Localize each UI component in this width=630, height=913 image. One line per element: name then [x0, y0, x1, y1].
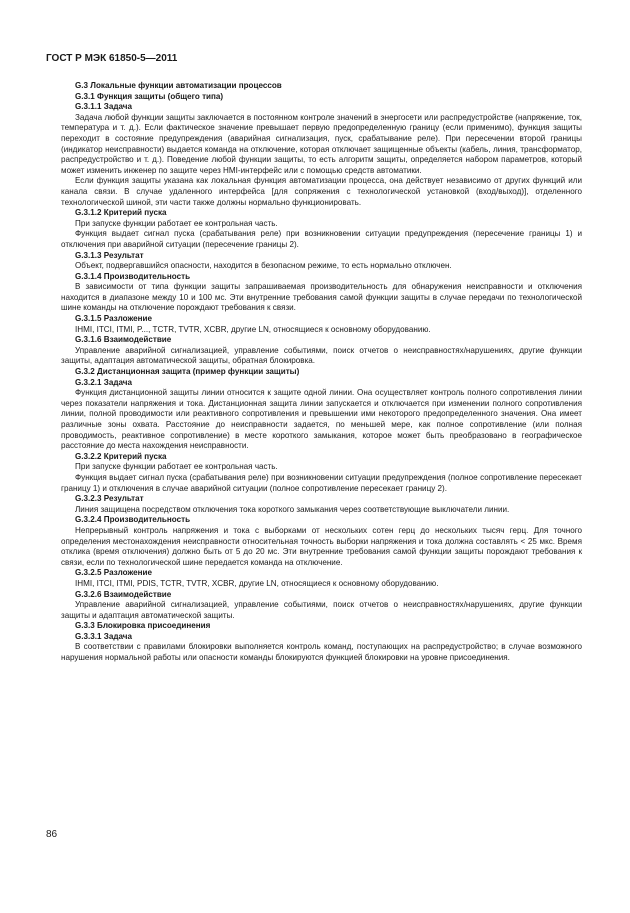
document-body [61, 81, 582, 664]
section-heading: G.3 Локальные функции автоматизации процессов [75, 81, 282, 90]
page-number: 86 [46, 829, 58, 840]
paragraph: При запуске функции работает ее контрольная часть. [75, 462, 278, 472]
paragraph: Если функция защиты указана как локальная функция автоматизации процесса, она действует независимо от других функций или канала связи. В случае удаленного интерфейса [для сопряжения с технологической установкой (вход/выход)], отделенного технологической шиной, эти части также должны нормально функционировать. [61, 176, 582, 207]
paragraph: Функция дистанционной защиты линии относится к защите одной линии. Она осуществляет контроль полного сопротивления линии через показатели напряжения и тока. Дистанционная защита линии запускается и отключается при изменении полного сопротивления линии, полной проводимости или реактивного сопротивления и превышении ими некоторого предопределенного значения. Она имеет различные зоны охвата. Расстояние до неисправности задается, по меньшей мере, как полное сопротивление (или полная проводимость, реактивное сопротивление) в месте короткого замыкания, которое может быть преобразовано в географическое расстояние до места нахождения неисправности. [61, 388, 582, 451]
paragraph: При запуске функции работает ее контрольная часть. [75, 218, 278, 228]
paragraph: Функция выдает сигнал пуска (срабатывания реле) при возникновении ситуации предупреждения (пересечение границы 1) и отключения при аварийной ситуации (пересечение границы 2). [61, 229, 582, 249]
paragraph: IHMI, ITCI, ITMI, PDIS, TCTR, TVTR, XCBR, другие LN, относящиеся к основному оборудованию. [75, 578, 439, 588]
document-header: ГОСТ Р МЭК 61850-5—2011 [46, 53, 178, 64]
section-heading: G.3.2.2 Критерий пуска [75, 451, 167, 461]
section-heading: G.3.3 Блокировка присоединения [75, 621, 211, 631]
paragraph: Непрерывный контроль напряжения и тока с выборками от нескольких сотен герц до нескольких тысяч герц. Для точного определения местонахождения неисправности относительная точность выборки напряжения и тока должна составлять < 25 мкс. Время отклика (время отключения) должно быть от 5 до 20 мс. Эти внутренние требования самой функции защиты порождают требования к связи, если по технологической шине передается команда на отключение. [61, 525, 582, 567]
section-heading: G.3.2.4 Производительность [75, 515, 191, 525]
section-heading: G.3.2.5 Разложение [75, 568, 152, 578]
section-heading: G.3.2.1 Задача [75, 377, 133, 387]
paragraph: Управление аварийной сигнализацией, управление событиями, поиск отчетов о неисправностях/нарушениях, другие функции защиты, адаптация автоматической защиты, обратная блокировка. [61, 345, 582, 366]
paragraph: Линия защищена посредством отключения тока короткого замыкания через соответствующие выключатели линии. [75, 504, 510, 514]
paragraph: В соответствии с правилами блокировки выполняется контроль команд, поступающих на распредустройство; в случае возможного нарушения нормальной работы или опасности команды блокируются функцией блокировки на уровне присоединения. [61, 642, 582, 663]
paragraph: В зависимости от типа функции защиты запрашиваемая производительность для обнаружения неисправности и отключения находится в диапазоне между 10 и 100 мс. Эти внутренние требования самой функции защиты в случае передачи по технологической шине команды на отключение порождают требования к связи. [61, 282, 582, 313]
section-heading: G.3.1.2 Критерий пуска [75, 208, 167, 218]
section-heading: G.3.2.3 Результат [75, 494, 144, 504]
section-heading: G.3.3.1 Задача [75, 631, 133, 641]
section-heading: G.3.2 Дистанционная защита (пример функции защиты) [75, 367, 300, 377]
section-heading: G.3.1.5 Разложение [75, 314, 152, 324]
section-heading: G.3.1.4 Производительность [75, 271, 191, 281]
paragraph: Задача любой функции защиты заключается в постоянном контроле значений в энергосети или распредустройстве (напряжение, ток, температура и т. д.). Если фактическое значение превышает первую предопределенную границу (если применимо), функция защиты переходит в состояние предупреждения (аварийная сигнализация, пуск, срабатывание реле). При пересечении второй границы (индикатор неисправности) выдается команда на отключение, которая отключает защищенные объекты (кабель, линия, трансформатор, распредустройство и т. д.). Поведение любой функции защиты, то есть алгоритм защиты, определяется набором параметров, который может изменить инженер по защите через HMI-интерфейс или с помощью средств автоматики. [61, 112, 582, 175]
section-heading: G.3.1.1 Задача [75, 102, 133, 112]
paragraph: IHMI, ITCI, ITMI, P..., TCTR, TVTR, XCBR, другие LN, относящиеся к основному оборудованию. [75, 324, 431, 334]
section-heading: G.3.2.6 Взаимодействие [75, 589, 172, 599]
paragraph: Управление аварийной сигнализацией, управление событиями, поиск отчетов о неисправностях/нарушениях, другие функции защиты и адаптация автоматической защиты. [61, 600, 582, 620]
paragraph: Функция выдает сигнал пуска (срабатывания реле) при возникновении ситуации предупреждения (полное сопротивление пересекает границу 1) и отключения в случае аварийной ситуации (полное сопротивление пересекает границу 2). [61, 472, 582, 493]
section-heading: G.3.1 Функция защиты (общего типа) [75, 91, 224, 101]
section-heading: G.3.1.3 Результат [75, 250, 144, 260]
paragraph: Объект, подвергавшийся опасности, находится в безопасном режиме, то есть нормально отключен. [75, 261, 452, 271]
section-heading: G.3.1.6 Взаимодействие [75, 335, 172, 345]
